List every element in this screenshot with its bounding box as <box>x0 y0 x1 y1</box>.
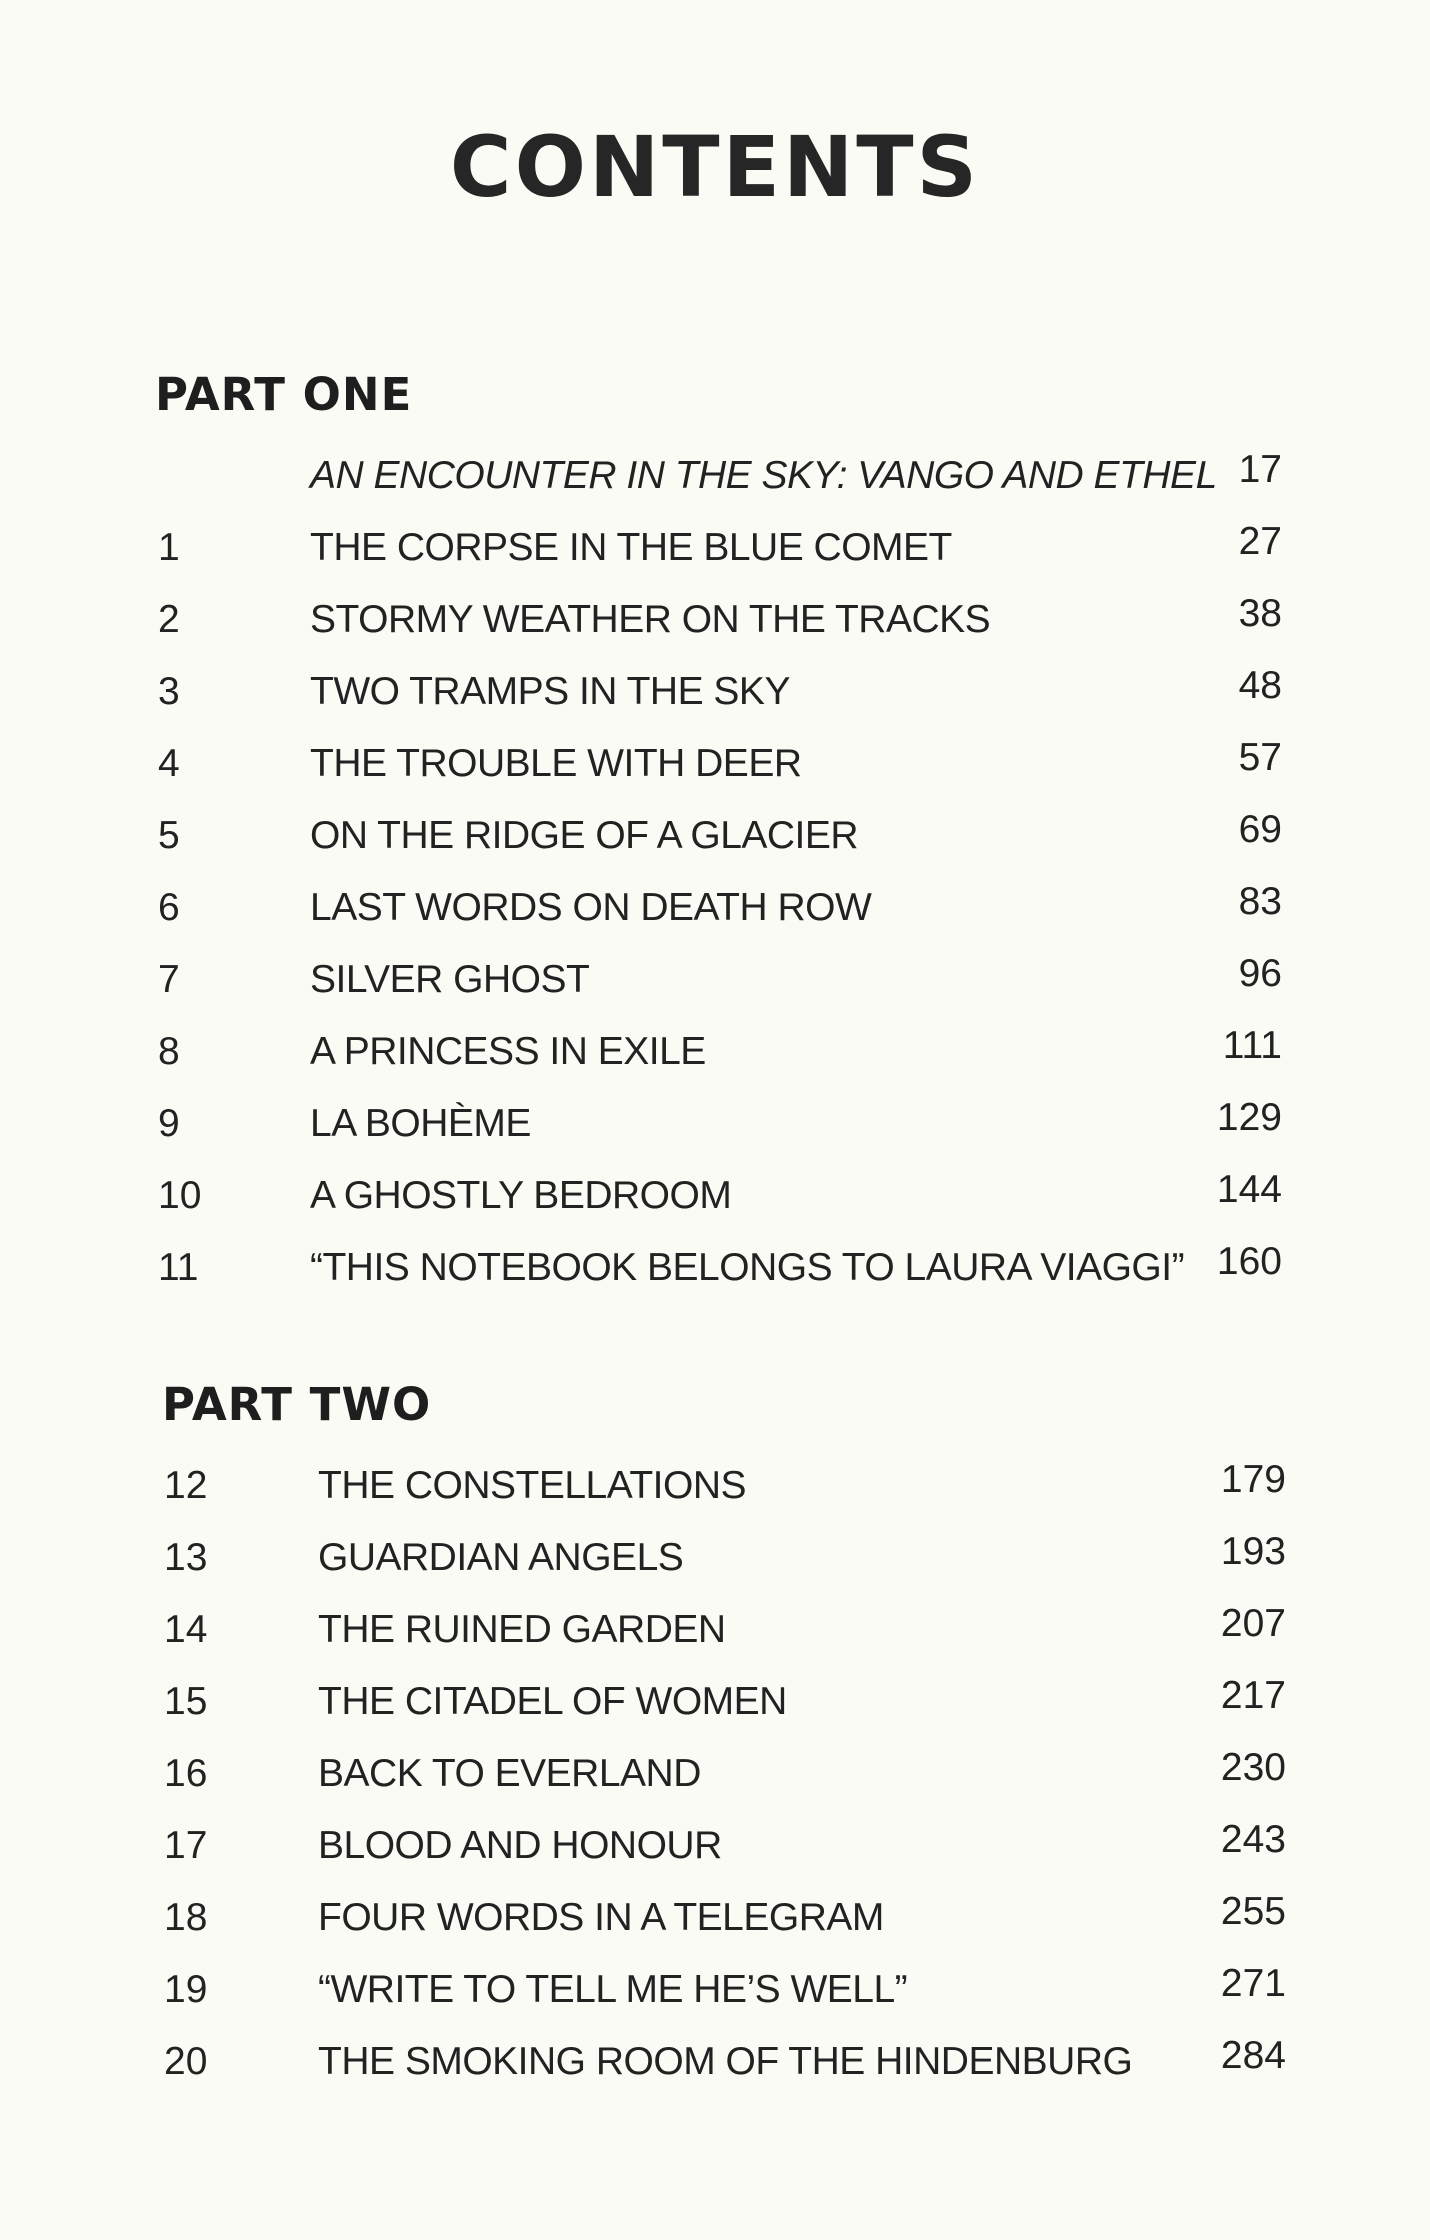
chapter-title: SILVER GHOST <box>310 958 590 1001</box>
toc-entry <box>0 1882 1430 1954</box>
chapter-number: 20 <box>164 2040 208 2083</box>
toc-entry <box>0 1594 1430 1666</box>
page-number: 271 <box>1220 1962 1286 2005</box>
page-number: 207 <box>1220 1602 1286 1645</box>
chapter-title: TWO TRAMPS IN THE SKY <box>310 670 790 713</box>
chapter-title: BACK TO EVERLAND <box>318 1752 701 1795</box>
toc-entry <box>0 584 1430 656</box>
toc-entry <box>0 1450 1430 1522</box>
chapter-title: THE SMOKING ROOM OF THE HINDENBURG <box>318 2040 1133 2083</box>
chapter-title: THE CONSTELLATIONS <box>318 1464 747 1507</box>
toc-entry <box>0 1522 1430 1594</box>
toc-entry <box>0 872 1430 944</box>
page-number: 144 <box>1216 1168 1282 1211</box>
chapter-title: ON THE RIDGE OF A GLACIER <box>310 814 859 857</box>
chapter-title: THE CORPSE IN THE BLUE COMET <box>310 526 952 569</box>
chapter-title: “THIS NOTEBOOK BELONGS TO LAURA VIAGGI” <box>310 1246 1185 1289</box>
toc-entry <box>0 656 1430 728</box>
chapter-number: 14 <box>164 1608 208 1651</box>
page-number: 230 <box>1220 1746 1286 1789</box>
page-number: 27 <box>1238 520 1282 563</box>
chapter-title: “WRITE TO TELL ME HE’S WELL” <box>318 1968 908 2011</box>
chapter-number: 7 <box>158 958 180 1001</box>
page-number: 17 <box>1238 448 1282 491</box>
chapter-number: 6 <box>158 886 180 929</box>
page-number: 111 <box>1222 1024 1282 1067</box>
toc-entry <box>0 944 1430 1016</box>
page-number: 243 <box>1220 1818 1286 1861</box>
chapter-title: LA BOHÈME <box>310 1102 531 1145</box>
toc-entry <box>0 728 1430 800</box>
chapter-title: A GHOSTLY BEDROOM <box>310 1174 732 1217</box>
chapter-title: LAST WORDS ON DEATH ROW <box>310 886 872 929</box>
page-number: 69 <box>1238 808 1282 851</box>
chapter-number: 2 <box>158 598 180 641</box>
page-number: 284 <box>1220 2034 1286 2077</box>
chapter-number: 9 <box>158 1102 180 1145</box>
part-two-heading: PART TWO <box>162 1378 432 1431</box>
chapter-number: 10 <box>158 1174 202 1217</box>
page-number: 217 <box>1220 1674 1286 1717</box>
chapter-number: 17 <box>164 1824 208 1867</box>
chapter-title: THE CITADEL OF WOMEN <box>318 1680 787 1723</box>
toc-entry <box>0 2026 1430 2098</box>
toc-entry <box>0 800 1430 872</box>
chapter-title: A PRINCESS IN EXILE <box>310 1030 706 1073</box>
page-title: CONTENTS <box>449 118 981 216</box>
chapter-number: 16 <box>164 1752 208 1795</box>
chapter-number: 15 <box>164 1680 208 1723</box>
chapter-number: 3 <box>158 670 180 713</box>
chapter-number: 5 <box>158 814 180 857</box>
chapter-number: 11 <box>158 1246 199 1289</box>
page-number: 38 <box>1238 592 1282 635</box>
page-number: 57 <box>1238 736 1282 779</box>
chapter-number: 13 <box>164 1536 208 1579</box>
toc-entry <box>0 1954 1430 2026</box>
toc-entry <box>0 1160 1430 1232</box>
chapter-title: BLOOD AND HONOUR <box>318 1824 722 1867</box>
chapter-title: FOUR WORDS IN A TELEGRAM <box>318 1896 884 1939</box>
chapter-number: 18 <box>164 1896 208 1939</box>
part-two-list <box>0 1450 1430 2098</box>
chapter-title: THE TROUBLE WITH DEER <box>310 742 802 785</box>
toc-entry <box>0 1232 1430 1304</box>
chapter-number: 4 <box>158 742 180 785</box>
page-number: 255 <box>1220 1890 1286 1933</box>
part-one-list <box>0 440 1430 1304</box>
toc-entry <box>0 1666 1430 1738</box>
toc-entry <box>0 512 1430 584</box>
toc-entry <box>0 1088 1430 1160</box>
part-one-heading: PART ONE <box>155 368 413 421</box>
chapter-title: AN ENCOUNTER IN THE SKY: VANGO AND ETHEL <box>310 454 1217 497</box>
page-number: 179 <box>1220 1458 1286 1501</box>
toc-entry <box>0 1016 1430 1088</box>
toc-entry <box>0 440 1430 512</box>
chapter-number: 1 <box>158 526 180 569</box>
chapter-number: 19 <box>164 1968 208 2011</box>
page-number: 83 <box>1238 880 1282 923</box>
chapter-number: 12 <box>164 1464 208 1507</box>
page-number: 129 <box>1216 1096 1282 1139</box>
chapter-number: 8 <box>158 1030 180 1073</box>
chapter-title: GUARDIAN ANGELS <box>318 1536 684 1579</box>
chapter-title: STORMY WEATHER ON THE TRACKS <box>310 598 991 641</box>
page-number: 160 <box>1216 1240 1282 1283</box>
toc-entry <box>0 1738 1430 1810</box>
page-number: 193 <box>1220 1530 1286 1573</box>
toc-entry <box>0 1810 1430 1882</box>
page-number: 96 <box>1238 952 1282 995</box>
page-number: 48 <box>1238 664 1282 707</box>
chapter-title: THE RUINED GARDEN <box>318 1608 726 1651</box>
